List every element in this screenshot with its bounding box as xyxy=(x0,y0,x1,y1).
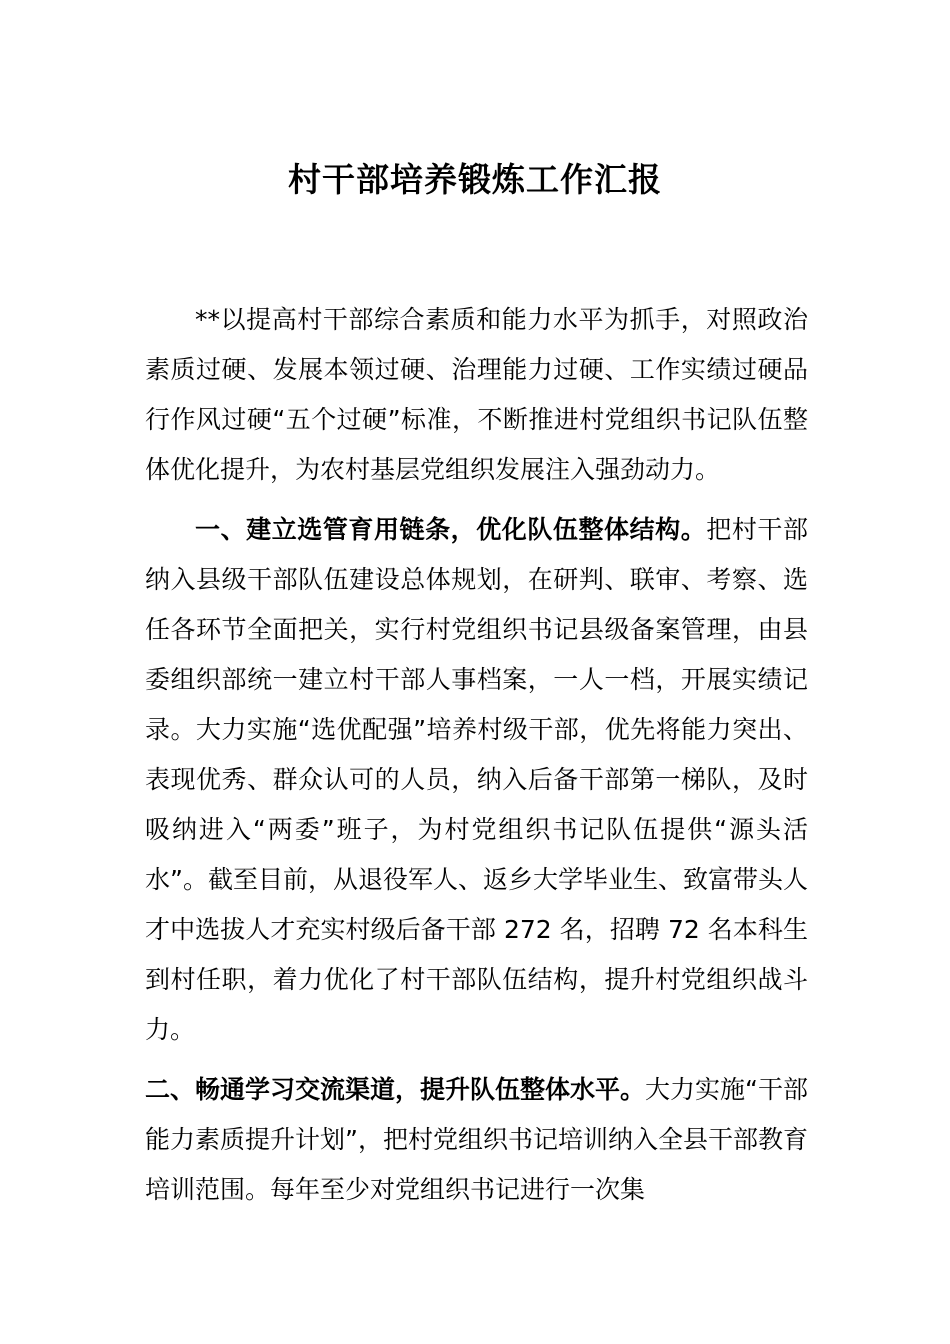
section-2-text: 大力实施“干部能力素质提升计划”，把村党组织书记培训纳入全县干部教育培训范围。每年至少对党组织书记进行一次集 xyxy=(145,1075,808,1204)
paragraph-intro-text: **以提高村干部综合素质和能力水平为抓手，对照政治素质过硬、发展本领过硬、治理能力过硬、工作实绩过硬品行作风过硬“五个过硬”标准，不断推进村党组织书记队伍整体优化提升，为农村基层党组织发展注入强劲动力。 xyxy=(145,305,808,484)
document-title: 村干部培养锻炼工作汇报 xyxy=(288,160,662,199)
section-2-heading: 二、畅通学习交流渠道，提升队伍整体水平。 xyxy=(145,1075,646,1104)
section-1-heading: 一、建立选管育用链条，优化队伍整体结构。 xyxy=(195,515,707,544)
section-1-text: 把村干部纳入县级干部队伍建设总体规划，在研判、联审、考察、选任各环节全面把关，实行村党组织书记县级备案管理，由县委组织部统一建立村干部人事档案，一人一档，开展实绩记录。大力实施“选优配强”培养村级干部，优先将能力突出、表现优秀、群众认可的人员，纳入后备干部第一梯队，及时吸纳进入“两委”班子，为村党组织书记队伍提供“源头活水”。截至目前，从退役军人、返乡大学毕业生、致富带头人才中选拔人才充实村级后备干部 272 名，招聘 72 名本科生到村任职，着力优化了村干部队伍结构，提升村党组织战斗力。 xyxy=(145,515,808,1044)
paragraph-intro xyxy=(145,295,808,495)
paragraph-section-2 xyxy=(145,1065,808,1215)
paragraph-section-1 xyxy=(145,505,808,1055)
document-body xyxy=(145,295,808,1215)
